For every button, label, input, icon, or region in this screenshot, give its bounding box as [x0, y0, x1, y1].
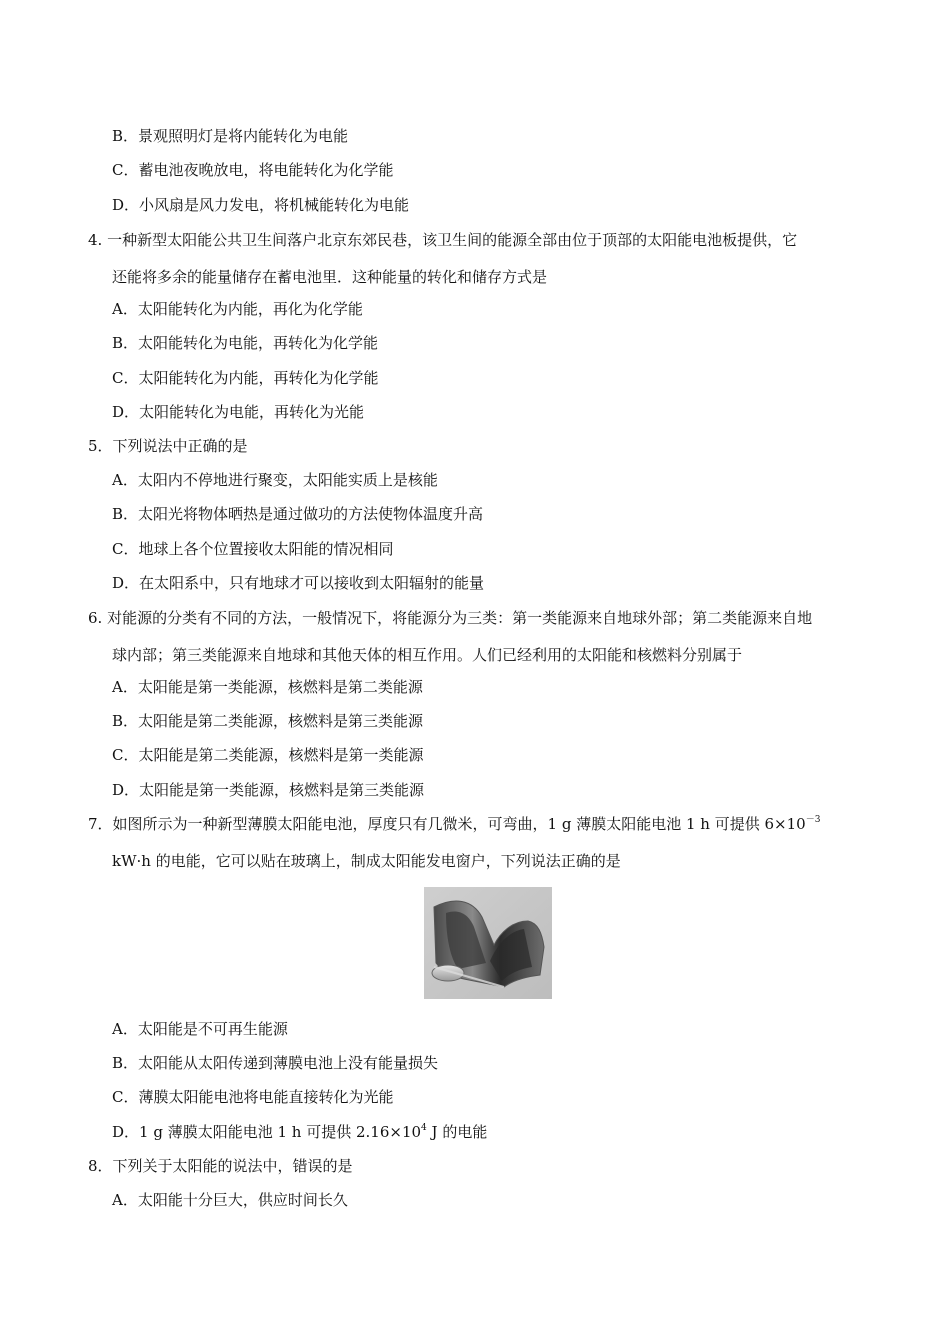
q5-option-c: C．地球上各个位置接收太阳能的情况相同 — [112, 540, 394, 558]
q3-option-d: D．小风扇是风力发电，将机械能转化为电能 — [112, 196, 410, 214]
q6-stem-line1: 6. 对能源的分类有不同的方法，一般情况下，将能源分为三类：第一类能源来自地球外部；第二类能源来自地 — [88, 609, 813, 627]
q7-stem-line2: kW·h 的电能，它可以贴在玻璃上，制成太阳能发电窗户，下列说法正确的是 — [112, 852, 621, 870]
thin-film-solar-cell-image — [424, 887, 552, 999]
q7-option-b: B．太阳能从太阳传递到薄膜电池上没有能量损失 — [112, 1054, 439, 1072]
q5-option-d: D．在太阳系中，只有地球才可以接收到太阳辐射的能量 — [112, 574, 485, 592]
q6-option-c: C．太阳能是第二类能源，核燃料是第一类能源 — [112, 746, 424, 764]
q4-option-c: C．太阳能转化为内能，再转化为化学能 — [112, 369, 379, 387]
q7-stem-line1-text: 7．如图所示为一种新型薄膜太阳能电池，厚度只有几微米，可弯曲，1 g 薄膜太阳能电池 1 h 可提供 6×10 — [88, 815, 806, 833]
q4-option-a: A．太阳能转化为内能，再化为化学能 — [112, 300, 363, 318]
q7-option-d — [112, 1122, 487, 1142]
q7-stem-line1 — [88, 814, 820, 834]
q3-option-c: C．蓄电池夜晚放电，将电能转化为化学能 — [112, 161, 394, 179]
q7-option-d-text: D．1 g 薄膜太阳能电池 1 h 可提供 2.16×10 — [112, 1123, 422, 1141]
q5-option-b: B．太阳光将物体晒热是通过做功的方法使物体温度升高 — [112, 505, 484, 523]
q6-option-d: D．太阳能是第一类能源，核燃料是第三类能源 — [112, 781, 425, 799]
q5-stem: 5．下列说法中正确的是 — [88, 437, 248, 455]
q8-option-a: A．太阳能十分巨大，供应时间长久 — [112, 1191, 348, 1209]
q6-stem-line2: 球内部；第三类能源来自地球和其他天体的相互作用。人们已经利用的太阳能和核燃料分别属于 — [112, 646, 743, 664]
q4-option-d: D．太阳能转化为电能，再转化为光能 — [112, 403, 365, 421]
q3-option-b: B．景观照明灯是将内能转化为电能 — [112, 127, 349, 145]
q7-option-d-exponent: 4 — [421, 1123, 427, 1133]
q7-stem-exponent: －3 — [805, 815, 821, 825]
q5-option-a: A．太阳内不停地进行聚变，太阳能实质上是核能 — [112, 471, 438, 489]
q6-option-b: B．太阳能是第二类能源，核燃料是第三类能源 — [112, 712, 424, 730]
q6-option-a: A．太阳能是第一类能源，核燃料是第二类能源 — [112, 678, 423, 696]
q4-stem-line1: 4. 一种新型太阳能公共卫生间落户北京东郊民巷，该卫生间的能源全部由位于顶部的太阳能电池板提供，它 — [88, 231, 798, 249]
q7-option-a: A．太阳能是不可再生能源 — [112, 1020, 288, 1038]
q4-stem-line2: 还能将多余的能量储存在蓄电池里．这种能量的转化和储存方式是 — [112, 268, 548, 286]
q4-option-b: B．太阳能转化为电能，再转化为化学能 — [112, 334, 379, 352]
q7-option-c: C．薄膜太阳能电池将电能直接转化为光能 — [112, 1088, 394, 1106]
q7-option-d-tail: J 的电能 — [426, 1123, 488, 1141]
q8-stem: 8．下列关于太阳能的说法中，错误的是 — [88, 1157, 353, 1175]
